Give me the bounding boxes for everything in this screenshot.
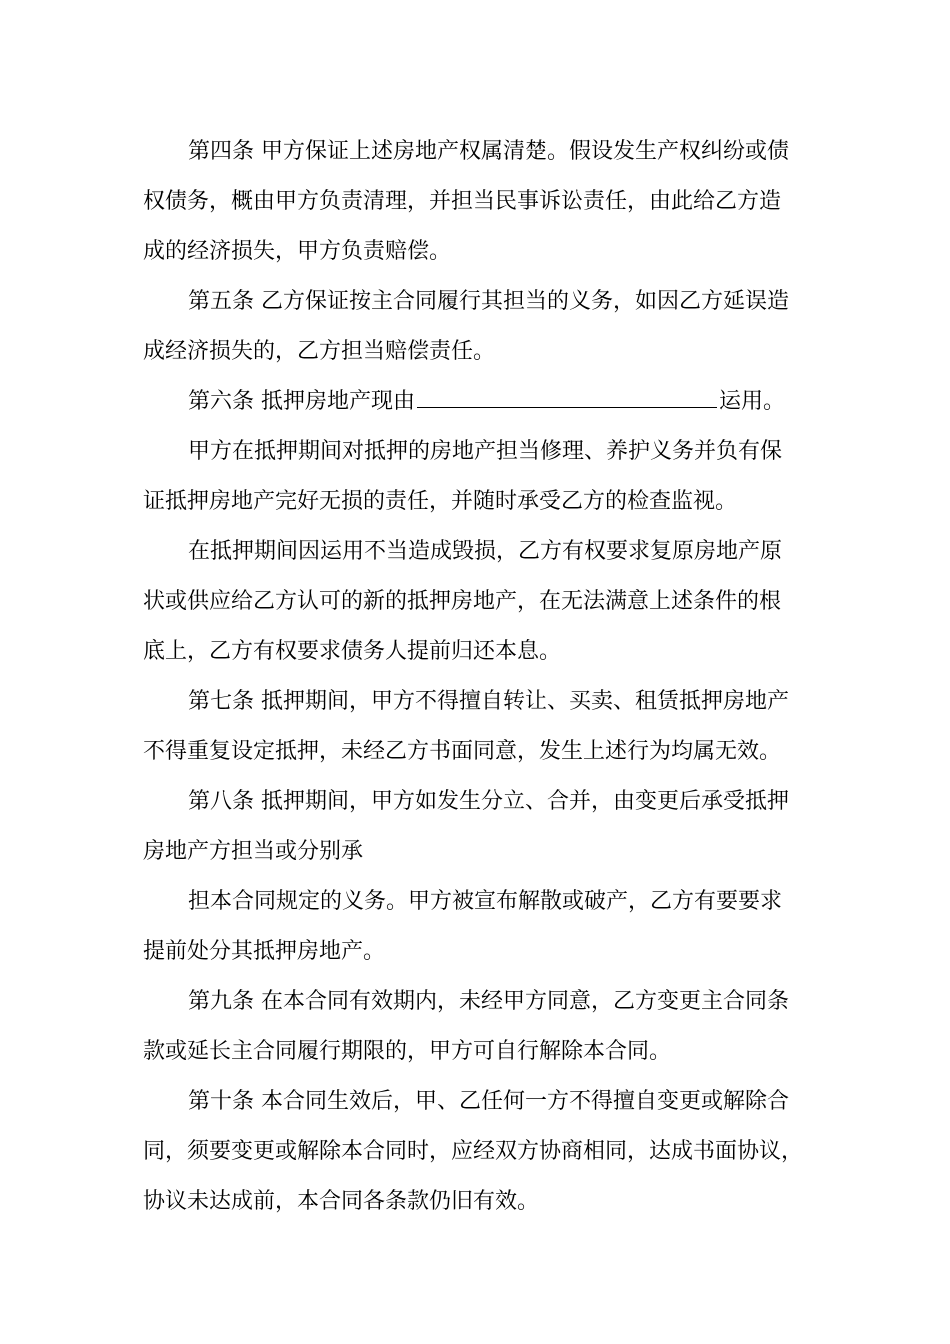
article-4-line-1: 第四条 甲方保证上述房地产权属清楚。假设发生产权纠纷或债 (188, 139, 789, 164)
article-10 (143, 1077, 823, 1227)
document-body (143, 127, 823, 1227)
article-9-line-2: 款或延长主合同履行期限的，甲方可自行解除本合同。 (143, 1039, 672, 1064)
article-6-line-1 (143, 377, 823, 427)
article-9-line-1: 第九条 在本合同有效期内，未经甲方同意，乙方变更主合同条 (188, 989, 789, 1014)
article-9 (143, 977, 823, 1077)
maintenance-line-2: 证抵押房地产完好无损的责任，并随时承受乙方的检查监视。 (143, 489, 738, 514)
article-8-cont-line-1: 担本合同规定的义务。甲方被宣布解散或破产，乙方有要要求 (188, 889, 783, 914)
damage-line-3: 底上，乙方有权要求债务人提前归还本息。 (143, 639, 562, 664)
article-10-line-3: 协议未达成前，本合同各条款仍旧有效。 (143, 1189, 540, 1214)
damage-line-1: 在抵押期间因运用不当造成毁损，乙方有权要求复原房地产原 (188, 539, 783, 564)
article-5 (143, 277, 823, 377)
article-6 (143, 377, 823, 427)
damage-paragraph (143, 527, 823, 677)
article-8-line-2: 房地产方担当或分别承 (143, 839, 364, 864)
article-4-line-3: 成的经济损失，甲方负责赔偿。 (143, 239, 452, 264)
article-10-line-1: 第十条 本合同生效后，甲、乙任何一方不得擅自变更或解除合 (188, 1089, 789, 1114)
article-8-line-1: 第八条 抵押期间，甲方如发生分立、合并，由变更后承受抵押 (188, 789, 789, 814)
article-8-cont-line-2: 提前处分其抵押房地产。 (143, 939, 386, 964)
maintenance-paragraph (143, 427, 823, 527)
article-5-line-2: 成经济损失的，乙方担当赔偿责任。 (143, 339, 496, 364)
article-7-line-2: 不得重复设定抵押，未经乙方书面同意，发生上述行为均属无效。 (143, 739, 782, 764)
article-7 (143, 677, 823, 777)
damage-line-2: 状或供应给乙方认可的新的抵押房地产，在无法满意上述条件的根 (143, 589, 782, 614)
article-6-suffix: 运用。 (719, 389, 786, 414)
article-4-line-2: 权债务，概由甲方负责清理，并担当民事诉讼责任，由此给乙方造 (143, 189, 782, 214)
article-10-line-2: 同，须要变更或解除本合同时，应经双方协商相同，达成书面协议， (143, 1139, 804, 1164)
article-7-line-1: 第七条 抵押期间，甲方不得擅自转让、买卖、租赁抵押房地产 (188, 689, 789, 714)
article-8 (143, 777, 823, 877)
article-4 (143, 127, 823, 277)
fill-in-blank (417, 387, 717, 408)
article-5-line-1: 第五条 乙方保证按主合同履行其担当的义务，如因乙方延误造 (188, 289, 789, 314)
article-6-prefix: 第六条 抵押房地产现由 (188, 389, 415, 414)
article-8-continued (143, 877, 823, 977)
maintenance-line-1: 甲方在抵押期间对抵押的房地产担当修理、养护义务并负有保 (188, 439, 783, 464)
